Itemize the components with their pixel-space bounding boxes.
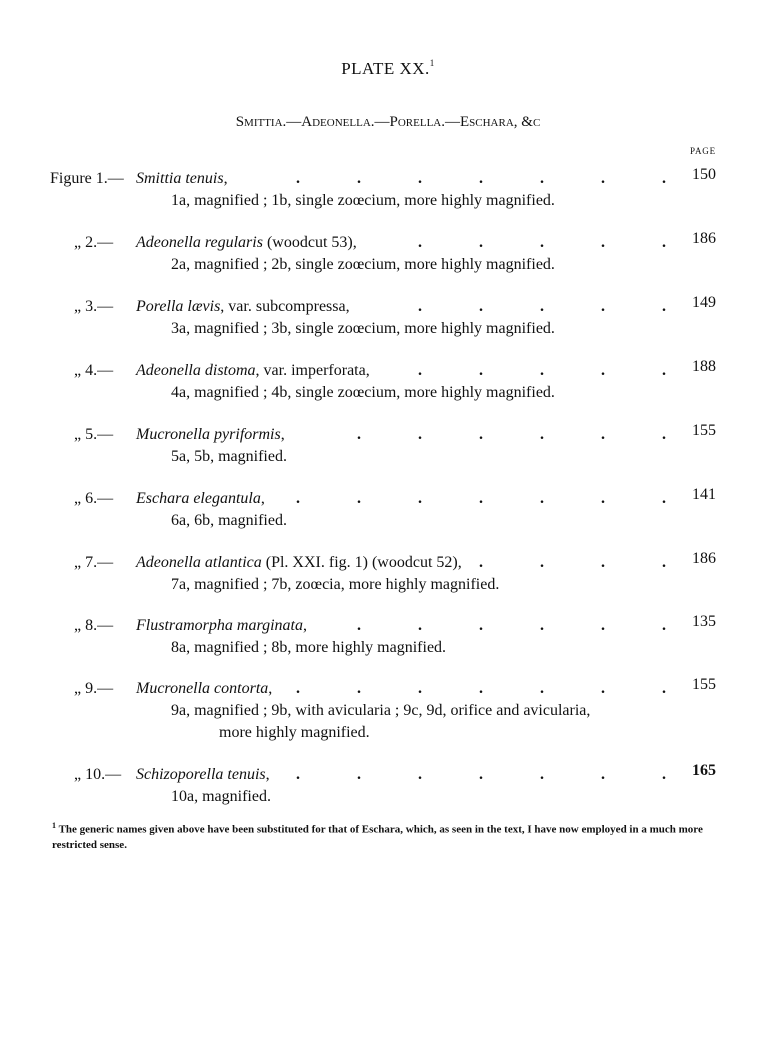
leader-dot: . <box>601 234 605 251</box>
leader-dot: . <box>418 362 422 379</box>
figure-entry <box>0 230 776 284</box>
figure-caption-continued: more highly magnified. <box>219 724 370 741</box>
leader-dot: . <box>296 490 300 507</box>
figure-entry <box>0 550 776 604</box>
leader-dot: . <box>357 426 361 443</box>
leader-dot: . <box>540 554 544 571</box>
figure-entry <box>0 676 776 741</box>
page-number: 188 <box>692 358 716 375</box>
page-number: 155 <box>692 676 716 693</box>
page-number: 141 <box>692 486 716 503</box>
figure-number: „ 9.— <box>74 680 114 697</box>
species-line: Eschara elegantula, <box>136 490 265 507</box>
leader-dot: . <box>357 170 361 187</box>
species-line: Flustramorpha marginata, <box>136 617 307 634</box>
leader-dot: . <box>418 170 422 187</box>
leader-dot: . <box>662 234 666 251</box>
figure-number: „ 4.— <box>74 362 114 379</box>
figure-caption: 5a, 5b, magnified. <box>171 448 287 465</box>
figure-caption: 8a, magnified ; 8b, more highly magnified. <box>171 639 447 656</box>
leader-dot: . <box>357 766 361 783</box>
figure-number: „ 6.— <box>74 490 114 507</box>
figure-entry <box>0 613 776 667</box>
figure-entry <box>0 762 776 816</box>
leader-dot: . <box>662 766 666 783</box>
figure-number: „ 3.— <box>74 298 114 315</box>
leader-dot: . <box>479 170 483 187</box>
leader-dot: . <box>540 617 544 634</box>
leader-dot: . <box>540 170 544 187</box>
leader-dot: . <box>479 234 483 251</box>
leader-dot: . <box>662 680 666 697</box>
leader-dot: . <box>540 362 544 379</box>
leader-dot: . <box>540 298 544 315</box>
leader-dot: . <box>418 680 422 697</box>
plate-title: PLATE XX.$^1$ <box>341 58 435 78</box>
leader-dot: . <box>662 362 666 379</box>
page-number: 186 <box>692 550 716 567</box>
leader-dot: . <box>296 680 300 697</box>
leader-dot: . <box>357 617 361 634</box>
figure-number: „ 7.— <box>74 554 114 571</box>
figure-caption: 1a, magnified ; 1b, single zoœcium, more highly magnified. <box>171 192 555 209</box>
leader-dot: . <box>662 170 666 187</box>
page-number: 135 <box>692 613 716 630</box>
page-column-header: PAGE <box>690 146 716 156</box>
leader-dot: . <box>662 490 666 507</box>
leader-dot: . <box>601 298 605 315</box>
leader-dot: . <box>418 426 422 443</box>
leader-dot: . <box>479 490 483 507</box>
species-line: Schizoporella tenuis, <box>136 766 270 783</box>
species-line: Adeonella regularis (woodcut 53), <box>136 234 357 251</box>
leader-dot: . <box>296 170 300 187</box>
leader-dot: . <box>479 298 483 315</box>
leader-dot: . <box>479 362 483 379</box>
figure-caption: 7a, magnified ; 7b, zoœcia, more highly magnified. <box>171 576 500 593</box>
leader-dot: . <box>418 234 422 251</box>
figure-number: „ 8.— <box>74 617 114 634</box>
leader-dot: . <box>418 617 422 634</box>
footnote: $^1$ The generic names given above have been substituted for that of Eschara, which, as seen in the text, I have now employed in a much more restricted sense. <box>52 821 703 851</box>
figure-caption: 6a, 6b, magnified. <box>171 512 287 529</box>
figure-number: „ 10.— <box>74 766 122 783</box>
leader-dot: . <box>601 170 605 187</box>
species-line: Mucronella pyriformis, <box>136 426 285 443</box>
leader-dot: . <box>601 490 605 507</box>
figure-entry <box>0 486 776 540</box>
leader-dot: . <box>479 554 483 571</box>
leader-dot: . <box>601 680 605 697</box>
leader-dot: . <box>662 426 666 443</box>
leader-dot: . <box>479 766 483 783</box>
leader-dot: . <box>296 766 300 783</box>
plate-subtitle: Smittia.—Adeonella.—Porella.—Eschara, &c <box>235 114 541 130</box>
leader-dot: . <box>662 554 666 571</box>
page-number: 165 <box>692 762 716 779</box>
figure-caption: 4a, magnified ; 4b, single zoœcium, more highly magnified. <box>171 384 555 401</box>
figure-number: „ 5.— <box>74 426 114 443</box>
leader-dot: . <box>601 554 605 571</box>
figure-number: Figure 1.— <box>50 170 124 187</box>
leader-dot: . <box>418 766 422 783</box>
page-number: 186 <box>692 230 716 247</box>
leader-dot: . <box>601 766 605 783</box>
leader-dot: . <box>357 680 361 697</box>
leader-dot: . <box>662 298 666 315</box>
leader-dot: . <box>601 426 605 443</box>
leader-dot: . <box>479 617 483 634</box>
figure-caption: 9a, magnified ; 9b, with avicularia ; 9c, 9d, orifice and avicularia, <box>171 702 591 719</box>
leader-dot: . <box>662 617 666 634</box>
figure-entry <box>0 422 776 476</box>
species-line: Adeonella atlantica (Pl. XXI. fig. 1) (woodcut 52), <box>136 554 462 571</box>
leader-dot: . <box>601 362 605 379</box>
page-number: 150 <box>692 166 716 183</box>
leader-dot: . <box>540 234 544 251</box>
figure-caption: 2a, magnified ; 2b, single zoœcium, more highly magnified. <box>171 256 555 273</box>
page-number: 149 <box>692 294 716 311</box>
leader-dot: . <box>540 680 544 697</box>
figure-caption: 3a, magnified ; 3b, single zoœcium, more highly magnified. <box>171 320 555 337</box>
figure-number: „ 2.— <box>74 234 114 251</box>
figure-entry <box>0 166 776 220</box>
species-line: Porella lævis, var. subcompressa, <box>136 298 350 315</box>
leader-dot: . <box>540 426 544 443</box>
figure-caption: 10a, magnified. <box>171 788 271 805</box>
leader-dot: . <box>418 298 422 315</box>
species-line: Mucronella contorta, <box>136 680 273 697</box>
leader-dot: . <box>540 766 544 783</box>
page-number: 155 <box>692 422 716 439</box>
figure-entry <box>0 358 776 412</box>
figure-entry <box>0 294 776 348</box>
leader-dot: . <box>479 426 483 443</box>
leader-dot: . <box>601 617 605 634</box>
leader-dot: . <box>357 490 361 507</box>
leader-dot: . <box>418 490 422 507</box>
leader-dot: . <box>479 680 483 697</box>
species-line: Smittia tenuis, <box>136 170 228 187</box>
leader-dot: . <box>540 490 544 507</box>
species-line: Adeonella distoma, var. imperforata, <box>136 362 370 379</box>
